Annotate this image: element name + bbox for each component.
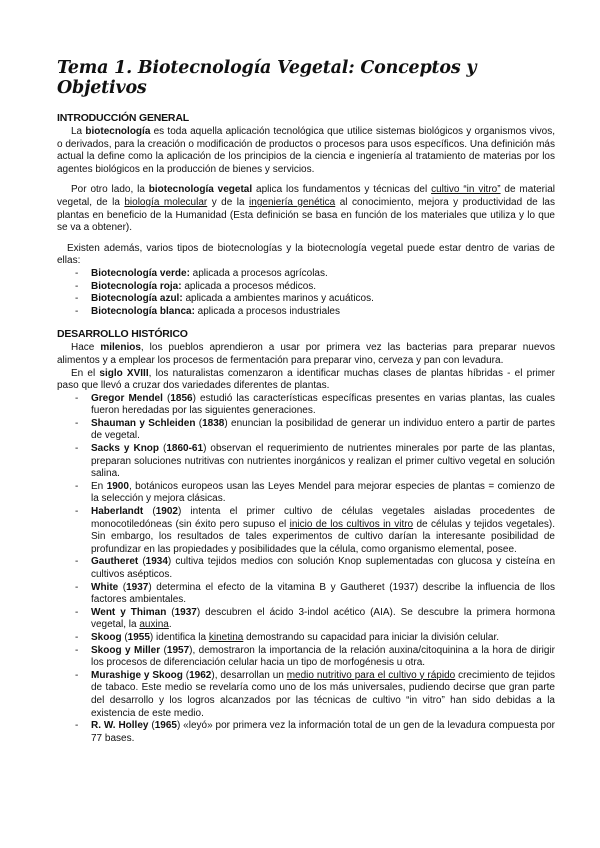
list-item: - Haberlandt (1902) intenta el primer cultivo de células vegetales aisladas procedentes de monocotiledóneas (sin éxito pero supuso el inicio de los cultivos in vitro de células y tejidos vegetales). Sin embargo, los resultados de tales experimentos de cultivo darían la interesante posibilidad de profundizar en las propiedades y posibilidades que la célula, como organismo elemental, posee. bbox=[57, 506, 555, 556]
list-item: - Biotecnología verde: aplicada a procesos agrícolas. bbox=[57, 268, 555, 281]
history-timeline-list bbox=[57, 393, 555, 746]
biotech-types-list bbox=[57, 268, 555, 318]
intro-paragraph-2: Por otro lado, la biotecnología vegetal aplica los fundamentos y técnicas del cultivo “in vitro” de material vegetal, de la biología molecular y de la ingeniería genética al conocimiento, mejora y productividad de las plantas en beneficio de la Humanidad (Esta definición se basa en función de los materiales que utiliza y lo que se va a obtener). bbox=[57, 184, 555, 234]
list-item: - Biotecnología blanca: aplicada a procesos industriales bbox=[57, 306, 555, 319]
document-title: Tema 1. Biotecnología Vegetal: Conceptos y Objetivos bbox=[57, 58, 477, 98]
list-item: - Gautheret (1934) cultiva tejidos medios con solución Knop suplementadas con glucosa y cisteína en cultivos asépticos. bbox=[57, 556, 555, 581]
list-item: - Went y Thiman (1937) descubren el ácido 3-indol acético (AIA). Se descubre la primera hormona vegetal, la auxina. bbox=[57, 607, 555, 632]
list-item: - White (1937) determina el efecto de la vitamina B y Gautheret (1937) describe la influencia de llos factores ambientales. bbox=[57, 582, 555, 607]
underline-ingenieria-genetica: ingeniería genética bbox=[249, 196, 336, 208]
list-item: - Biotecnología azul: aplicada a ambientes marinos y acuáticos. bbox=[57, 293, 555, 306]
term-biotecnologia: biotecnología bbox=[85, 126, 151, 137]
list-item: - Gregor Mendel (1856) estudió las características específicas presentes en varias plantas, las cuales fueron heredadas por las siguientes generaciones. bbox=[57, 393, 555, 418]
list-item: - Skoog y Miller (1957), demostraron la importancia de la relación auxina/citoquinina a la hora de dirigir los procesos de diferenciación celular hacia un tipo de morfogénesis u otra. bbox=[57, 645, 555, 670]
list-item: - R. W. Holley (1965) «leyó» por primera vez la información total de un gen de la levadura compuesta por 77 bases. bbox=[57, 720, 555, 745]
history-paragraph-1: Hace milenios, los pueblos aprendieron a usar por primera vez las bacterias para preparar nuevos alimentos y a emplear los procesos de fermentación para preparar vino, cerveza y pan con levadura. bbox=[57, 342, 555, 366]
list-item: - Sacks y Knop (1860-61) observan el requerimiento de nutrientes minerales por parte de las plantas, preparan soluciones nutritivas con nutrientes inorgánicos y realizan el primer cultivo vegetal en solución salina. bbox=[57, 443, 555, 481]
underline-biologia-molecular: biología molecular bbox=[124, 196, 208, 208]
history-heading: DESARROLLO HISTÓRICO bbox=[57, 328, 188, 341]
list-item: - Murashige y Skoog (1962), desarrollan un medio nutritivo para el cultivo y rápido crecimiento de tejidos de tabaco. Este medio se revelaría como uno de los más universales, pudiendo decirse que gran parte del desarrollo y los logros alcanzados por las técnicas de cultivo “in vitro” han sido debidas a la existencia de este medio. bbox=[57, 670, 555, 720]
history-paragraph-2: En el siglo XVIII, los naturalistas comenzaron a identificar muchas clases de plantas híbridas - el primer paso que llevó a cruzar dos variedades diferentes de plantas. bbox=[57, 367, 555, 392]
intro-paragraph-3: Existen además, varios tipos de biotecnologías y la biotecnología vegetal puede estar dentro de varias de ellas: bbox=[57, 242, 555, 267]
intro-paragraph-1: La biotecnología es toda aquella aplicación tecnológica que utilice sistemas biológicos y organismos vivos, o derivados, para la creación o modificación de productos o procesos para usos específicos. Una definición más actual la define como la aplicación de los principios de la ciencia e ingeniería al tratamiento de materias por los agentes biológicos en la producción de bienes y servicios. bbox=[57, 126, 556, 175]
list-item: - En 1900, botánicos europeos usan las Leyes Mendel para mejorar especies de plantas = comienzo de la selección y mejora clásicas. bbox=[57, 481, 555, 506]
list-item: - Biotecnología roja: aplicada a procesos médicos. bbox=[57, 281, 555, 294]
underline-cultivo-in-vitro: cultivo “in vitro” bbox=[431, 184, 501, 196]
list-item: - Skoog (1955) identifica la kinetina demostrando su capacidad para iniciar la división celular. bbox=[57, 632, 555, 645]
intro-heading: INTRODUCCIÓN GENERAL bbox=[57, 112, 189, 124]
term-biotecnologia-vegetal: biotecnología vegetal bbox=[148, 184, 253, 196]
document-page bbox=[57, 58, 555, 745]
list-item: - Shauman y Schleiden (1838) enuncian la posibilidad de generar un individuo entero a partir de partes de vegetal. bbox=[57, 418, 555, 443]
